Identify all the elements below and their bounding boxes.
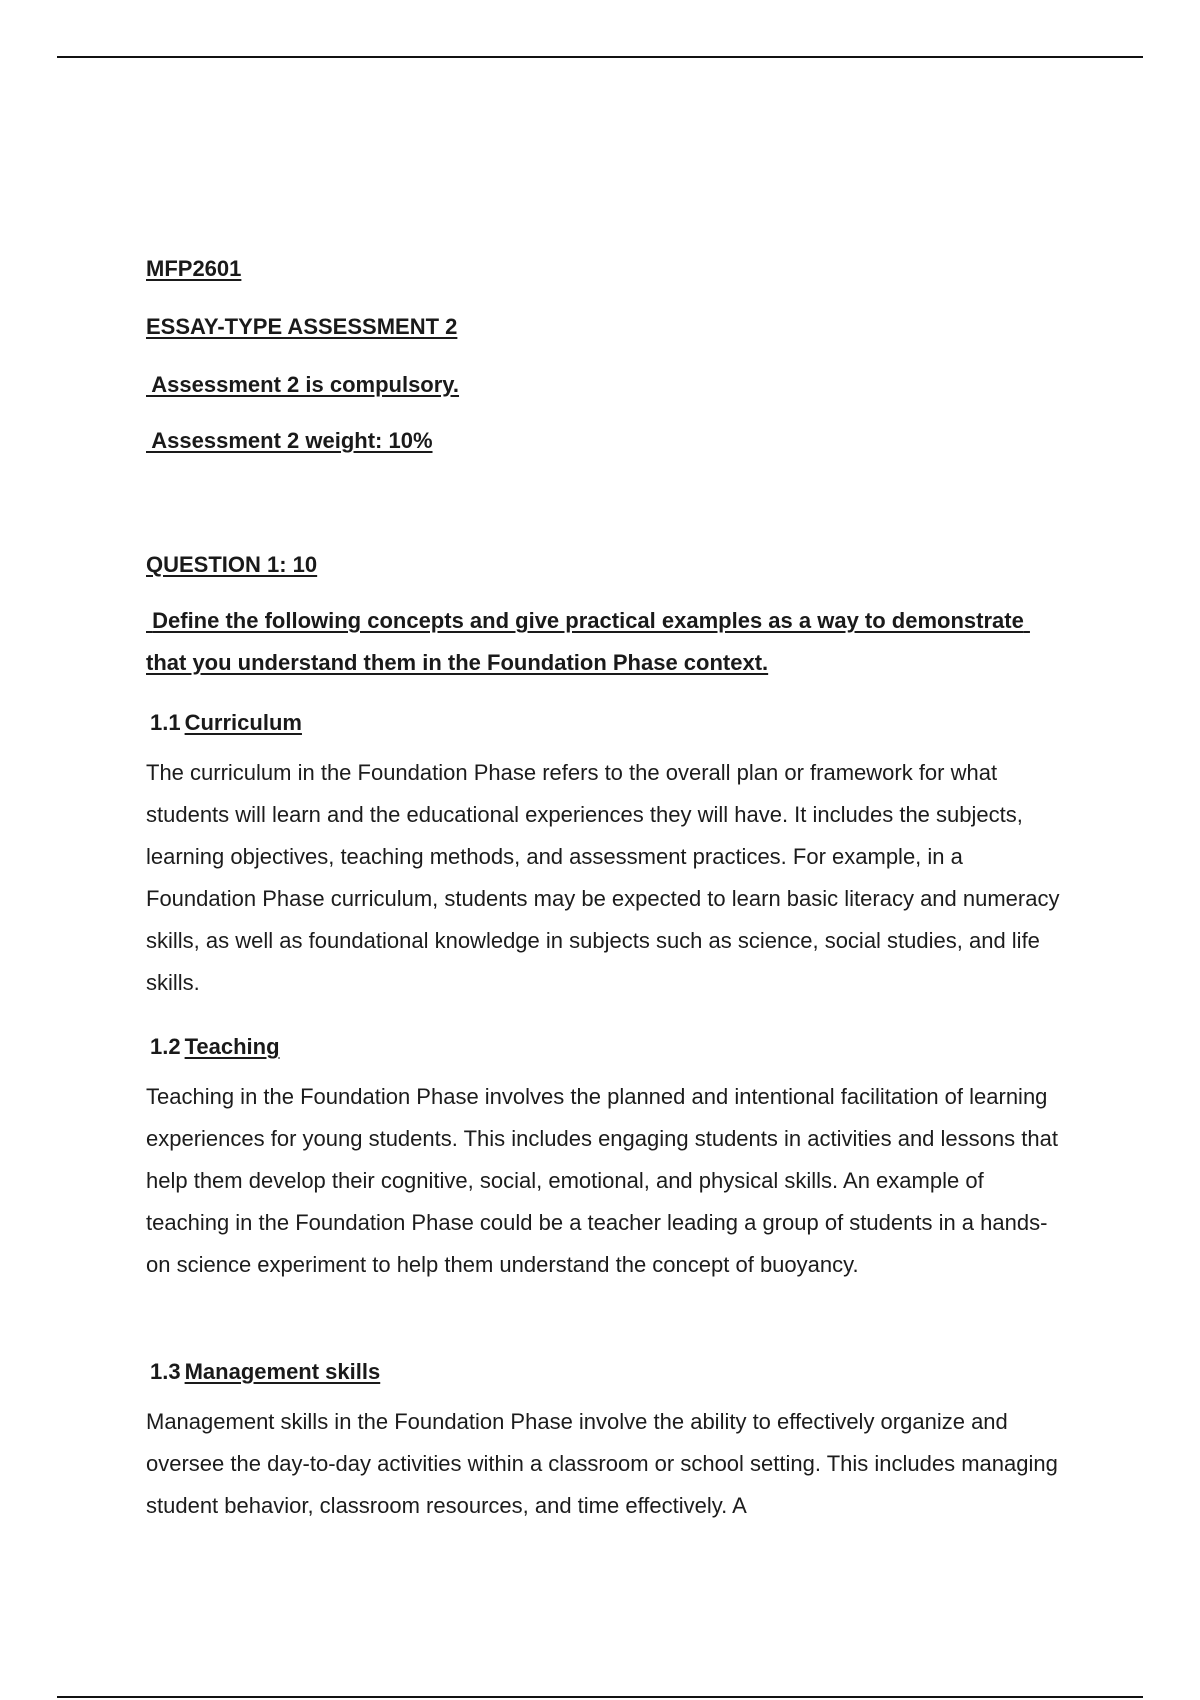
section-body-management-skills: Management skills in the Foundation Phase involve the ability to effectively organize and oversee the day-to-day activities within a classroom or school setting. This includes managing student behavior, classroom resources, and time effectively. A — [146, 1409, 1058, 1518]
section-number: 1.1 — [150, 710, 181, 735]
bottom-divider — [57, 1696, 1143, 1698]
section-heading-management-skills — [150, 1359, 380, 1385]
section-title: Curriculum — [184, 710, 302, 735]
course-code: MFP2601 — [146, 256, 242, 281]
top-divider — [57, 56, 1143, 58]
section-body-curriculum: The curriculum in the Foundation Phase refers to the overall plan or framework for what students will learn and the educational experiences they will have. It includes the subjects, learning objectives, teaching methods, and assessment practices. For example, in a Foundation Phase curriculum, students may be expected to learn basic literacy and numeracy skills, as well as foundational knowledge in subjects such as science, social studies, and life skills. — [146, 760, 1060, 995]
section-body-teaching: Teaching in the Foundation Phase involves the planned and intentional facilitation of learning experiences for young students. This includes engaging students in activities and lessons that help them develop their cognitive, social, emotional, and physical skills. An example of teaching in the Foundation Phase could be a teacher leading a group of students in a hands-on science experiment to help them understand the concept of buoyancy. — [146, 1084, 1058, 1277]
weight-note: Assessment 2 weight: 10% — [146, 428, 433, 453]
section-title: Management skills — [184, 1359, 381, 1384]
section-heading-teaching — [150, 1034, 280, 1060]
section-title: Teaching — [184, 1034, 280, 1059]
section-number: 1.2 — [150, 1034, 181, 1059]
question-heading: QUESTION 1: 10 — [146, 552, 318, 577]
assessment-title: ESSAY-TYPE ASSESSMENT 2 — [146, 314, 458, 339]
section-heading-curriculum — [150, 710, 302, 736]
compulsory-note: Assessment 2 is compulsory. — [146, 372, 460, 397]
question-instruction: Define the following concepts and give practical examples as a way to demonstrate that you understand them in the Foundation Phase context. — [146, 608, 1030, 675]
section-number: 1.3 — [150, 1359, 181, 1384]
